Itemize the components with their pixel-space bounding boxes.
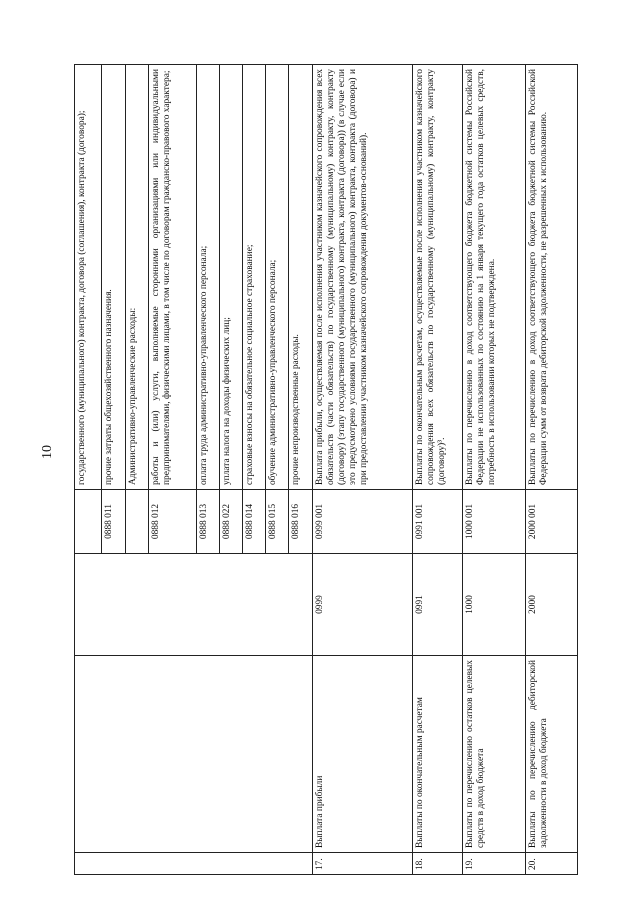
description-cell: обучение административно-управленческого персонала; <box>266 65 289 490</box>
description-cell: Административно-управленческие расходы: <box>126 65 149 490</box>
subcode-cell <box>126 490 149 554</box>
row-number: 18. <box>413 853 463 875</box>
row-name: Выплаты по перечислению дебиторской задолженности в доход бюджета <box>526 656 578 853</box>
subcode-cell: 0999 001 <box>313 490 413 554</box>
description-cell: Выплата прибыли, осуществляемая после исполнения участником казначейского сопровождения всех обязательств (части обязательств) по государственному (муниципальному) контракту, контракту (договору) (этапу государственного (муниципального) контракта, контракта (договора)) (в случае если это предусмотрено условиями государственного (муниципального) контракта, контракта (договора) и при предоставлении участником казначейского сопровождения документов-оснований). <box>313 65 413 490</box>
description-cell: оплата труда административно-управленческого персонала; <box>197 65 220 490</box>
subcode-cell: 0991 001 <box>413 490 463 554</box>
row-code: 2000 <box>526 554 578 656</box>
subcode-cell: 0888 015 <box>266 490 289 554</box>
classification-table <box>74 64 578 875</box>
subcode-cell <box>75 490 102 554</box>
description-cell: Выплаты по перечислению в доход соответствующего бюджета бюджетной системы Российской Федерации сумм от возврата дебиторской задолженности, не разрешенных к использованию. <box>526 65 578 490</box>
empty-num-cell <box>75 853 313 875</box>
empty-code-cell <box>75 554 313 656</box>
row-code: 1000 <box>463 554 526 656</box>
description-cell: Выплаты по перечислению в доход соответствующего бюджета бюджетной системы Российской Федерации не использованных по состоянию на 1 января текущего года остатков целевых средств, потребность в использовании которых не подтверждена. <box>463 65 526 490</box>
row-name: Выплаты по перечислению остатков целевых средств в доход бюджета <box>463 656 526 853</box>
description-cell: прочие непроизводственные расходы. <box>289 65 313 490</box>
row-number: 17. <box>313 853 413 875</box>
row-number: 20. <box>526 853 578 875</box>
table-row <box>413 65 463 875</box>
subcode-cell: 0888 016 <box>289 490 313 554</box>
row-number: 19. <box>463 853 526 875</box>
table-row <box>75 65 102 875</box>
table-row <box>463 65 526 875</box>
description-cell: работы и (или) услуги, выполняемые сторонними организациями или индивидуальными предпринимателями, физическими лицами, в том числе по договорам гражданско-правового характера; <box>149 65 197 490</box>
subcode-cell: 0888 014 <box>243 490 266 554</box>
row-code: 0999 <box>313 554 413 656</box>
subcode-cell: 0888 022 <box>220 490 243 554</box>
page-number: 10 <box>40 445 55 459</box>
description-cell: Выплаты по окончательным расчетам, осуществляемые после исполнения участником казначейского сопровождения всех обязательств по государственному (муниципальному) контракту, контракту (договору)³. <box>413 65 463 490</box>
description-cell: уплата налога на доходы физических лиц; <box>220 65 243 490</box>
row-name: Выплата прибыли <box>313 656 413 853</box>
subcode-cell: 0888 012 <box>149 490 197 554</box>
empty-name-cell <box>75 656 313 853</box>
table-row <box>526 65 578 875</box>
row-name: Выплаты по окончательным расчетам <box>413 656 463 853</box>
subcode-cell: 0888 011 <box>102 490 126 554</box>
rotated-table-container <box>74 65 577 875</box>
description-cell: государственного (муниципального) контракта, договора (соглашения), контракта (договора); <box>75 65 102 490</box>
description-cell: прочие затраты общехозяйственного назначения. <box>102 65 126 490</box>
table-row <box>313 65 413 875</box>
row-code: 0991 <box>413 554 463 656</box>
description-cell: страховые взносы на обязательное социальное страхование; <box>243 65 266 490</box>
subcode-cell: 2000 001 <box>526 490 578 554</box>
subcode-cell: 0888 013 <box>197 490 220 554</box>
subcode-cell: 1000 001 <box>463 490 526 554</box>
